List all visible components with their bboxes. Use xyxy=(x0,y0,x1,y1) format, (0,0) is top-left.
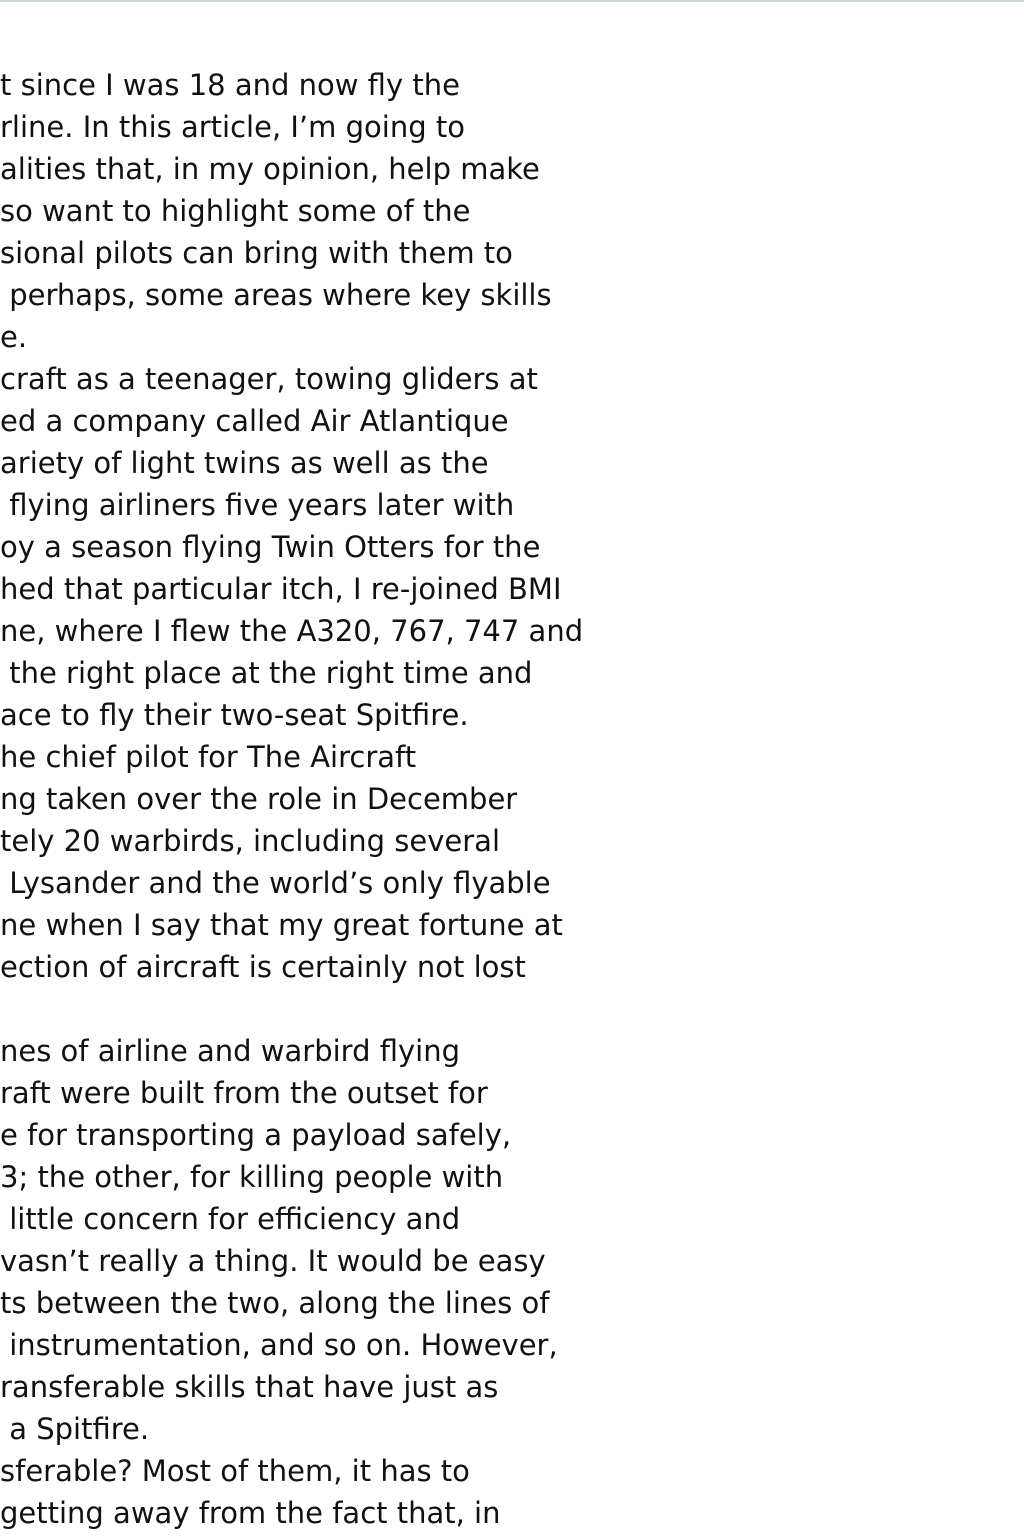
text-line: hed that particular itch, I re-joined BMI xyxy=(0,572,562,606)
text-line: a Spitfire. xyxy=(0,1412,150,1446)
text-line: ts between the two, along the lines of xyxy=(0,1286,550,1320)
text-line: nes of airline and warbird flying xyxy=(0,1034,460,1068)
text-line: e. xyxy=(0,320,28,354)
text-line: ng taken over the role in December xyxy=(0,782,518,816)
text-line: craft as a teenager, towing gliders at xyxy=(0,362,538,396)
text-line: Lysander and the world’s only flyable xyxy=(0,866,551,900)
text-line: so want to highlight some of the xyxy=(0,194,471,228)
article-body xyxy=(0,64,1024,1534)
text-line: tely 20 warbirds, including several xyxy=(0,824,501,858)
text-line: ection of aircraft is certainly not lost xyxy=(0,950,526,984)
text-line: he chief pilot for The Aircraft xyxy=(0,740,417,774)
top-divider xyxy=(0,0,1024,2)
text-line: little concern for efficiency and xyxy=(0,1202,461,1236)
text-line: t since I was 18 and now fly the xyxy=(0,68,460,102)
text-line: perhaps, some areas where key skills xyxy=(0,278,552,312)
text-line: alities that, in my opinion, help make xyxy=(0,152,540,186)
text-line: raft were built from the outset for xyxy=(0,1076,488,1110)
text-line: oy a season flying Twin Otters for the xyxy=(0,530,541,564)
text-line: ne, where I flew the A320, 767, 747 and xyxy=(0,614,584,648)
text-line: sferable? Most of them, it has to xyxy=(0,1454,470,1488)
paragraph-gap xyxy=(0,988,1024,1030)
text-line: getting away from the fact that, in xyxy=(0,1496,501,1530)
text-line: ne when I say that my great fortune at xyxy=(0,908,563,942)
text-line: ed a company called Air Atlantique xyxy=(0,404,509,438)
text-line: vasn’t really a thing. It would be easy xyxy=(0,1244,546,1278)
text-line: sional pilots can bring with them to xyxy=(0,236,513,270)
text-line: flying airliners five years later with xyxy=(0,488,515,522)
text-line: rline. In this article, I’m going to xyxy=(0,110,465,144)
text-line: e for transporting a payload safely, xyxy=(0,1118,512,1152)
text-line: the right place at the right time and xyxy=(0,656,533,690)
text-line: 3; the other, for killing people with xyxy=(0,1160,504,1194)
text-line: instrumentation, and so on. However, xyxy=(0,1328,558,1362)
text-line: ariety of light twins as well as the xyxy=(0,446,489,480)
text-line: ransferable skills that have just as xyxy=(0,1370,499,1404)
text-line: ace to fly their two-seat Spitfire. xyxy=(0,698,469,732)
